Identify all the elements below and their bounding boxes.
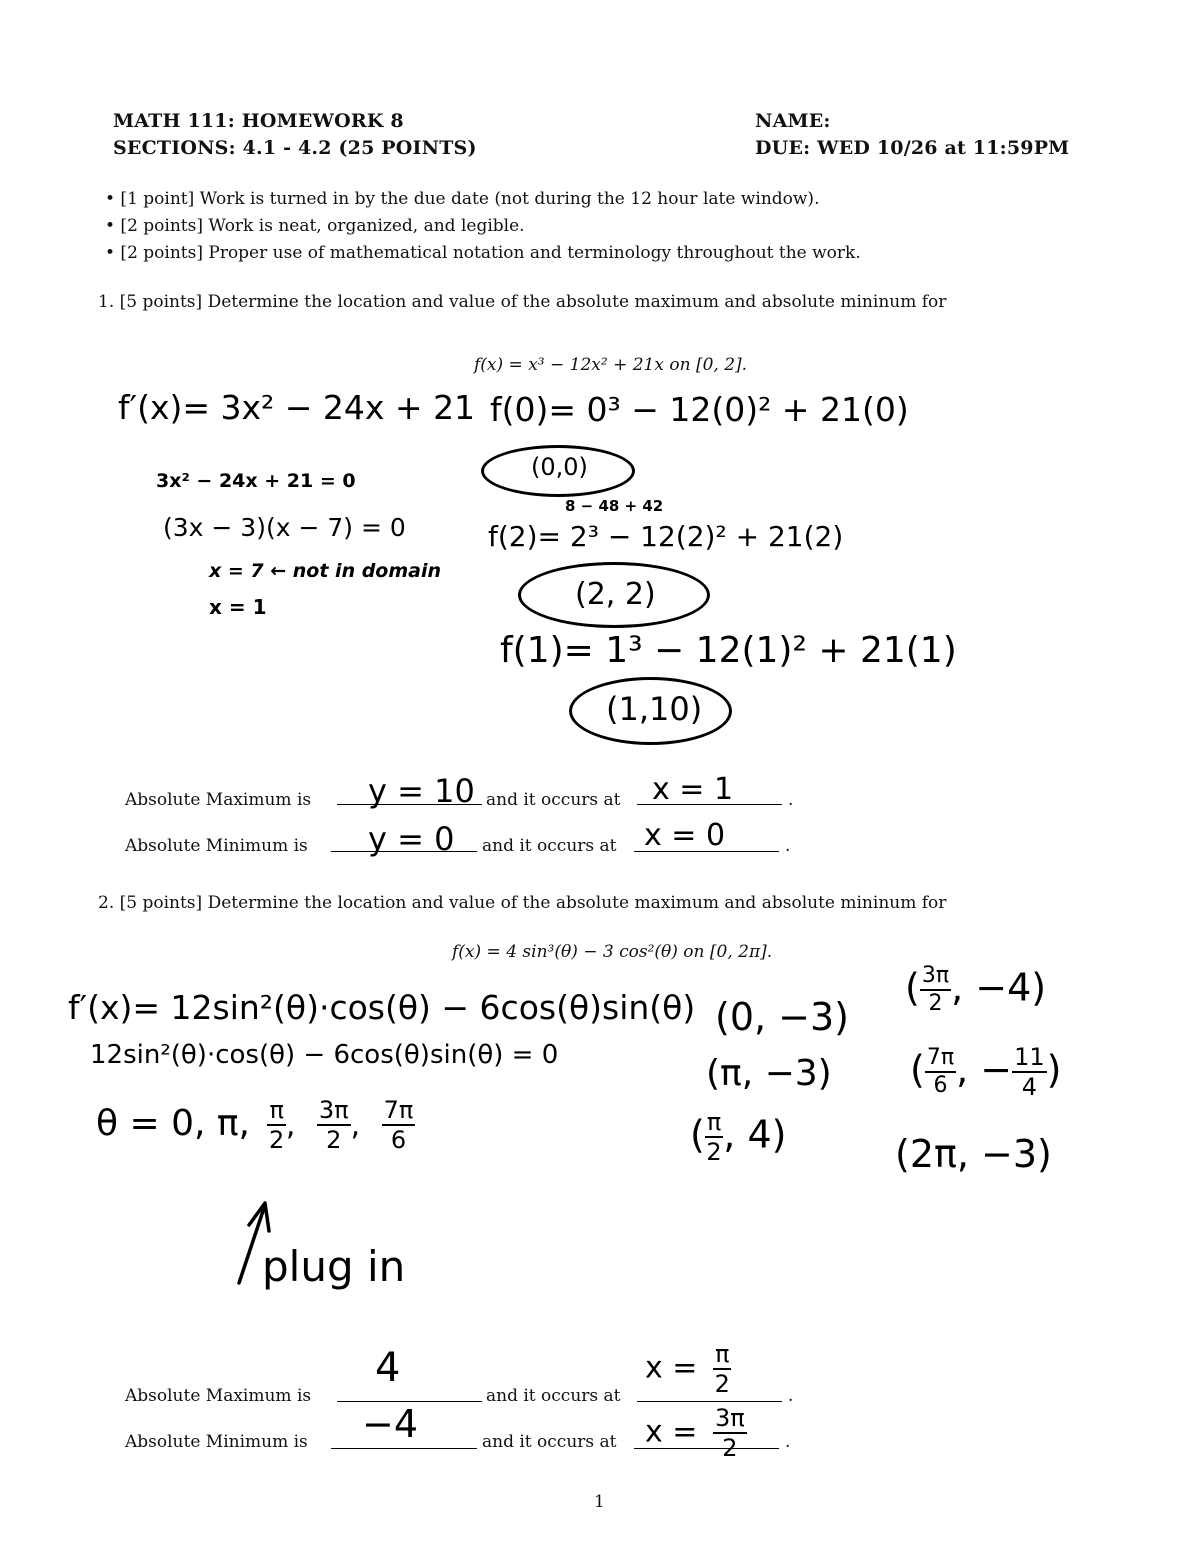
rubric-item-2: • [2 points] Work is neat, organized, and legible. (105, 216, 525, 236)
p2-point-pi: (π, −3) (706, 1053, 832, 1094)
p2-min-value: −4 (362, 1402, 419, 1446)
p2-max-label: Absolute Maximum is (125, 1386, 312, 1406)
p2-min-location: x = $\frac{3\pi}{2}$ (645, 1404, 745, 1462)
problem-1-prompt: 1. [5 points] Determine the location and value of the absolute maximum and absolute mininum for (98, 292, 947, 312)
p2-set-zero: 12sin²(θ)·cos(θ) − 6cos(θ)sin(θ) = 0 (90, 1040, 559, 1070)
p1-max-location: x = 1 (652, 772, 734, 807)
p2-derivative: f′(x)= 12sin²(θ)·cos(θ) − 6cos(θ)sin(θ) (68, 988, 696, 1027)
p2-plug-in-note: plug in (262, 1242, 406, 1291)
p1-min-label: Absolute Minimum is (125, 836, 308, 856)
p1-factored: (3x − 3)(x − 7) = 0 (163, 513, 406, 542)
p2-theta-7pi-over-6: $\frac{7\pi}{6}$ (383, 1096, 414, 1154)
p1-point-0: (0,0) (531, 453, 588, 481)
p1-eval-2: f(2)= 2³ − 12(2)² + 21(2) (488, 520, 844, 553)
p1-eval-1: f(1)= 1³ − 12(1)² + 21(1) (500, 630, 957, 671)
p2-max-occurs-label: and it occurs at (486, 1386, 621, 1406)
p1-derivative: f′(x)= 3x² − 24x + 21 (118, 388, 476, 427)
p2-point-3pi-over-2: ( $\frac{3\pi}{2}$ , −4) (905, 963, 1047, 1016)
due-date: DUE: WED 10/26 at 11:59PM (755, 137, 1070, 159)
problem-1-function: f(x) = x³ − 12x² + 21x on [0, 2]. (474, 355, 748, 375)
p2-theta-pi-over-2: $\frac{\pi}{2}$ (269, 1096, 285, 1154)
p1-point-2: (2, 2) (575, 577, 656, 612)
p2-max-value: 4 (375, 1345, 401, 1391)
rubric-item-1: • [1 point] Work is turned in by the due date (not during the 12 hour late window). (105, 189, 820, 209)
p1-max-occurs-label: and it occurs at (486, 790, 621, 810)
p2-theta-prefix: θ = 0, π, (96, 1103, 250, 1144)
p1-min-location: x = 0 (644, 818, 726, 853)
p2-theta-solutions: θ = 0, π, $\frac{\pi}{2}$ , $\frac{3\pi}{2}$ , $\frac{7\pi}{6}$ (96, 1096, 414, 1154)
p2-min-label: Absolute Minimum is (125, 1432, 308, 1452)
p1-scratch: 8 − 48 + 42 (565, 497, 664, 515)
problem-2-function: f(x) = 4 sin³(θ) − 3 cos²(θ) on [0, 2π]. (452, 942, 773, 962)
p1-root-1: x = 1 (209, 595, 267, 619)
p1-min-period: . (785, 836, 791, 856)
p1-min-value: y = 0 (368, 820, 455, 858)
p1-max-period: . (788, 790, 794, 810)
p2-point-0: (0, −3) (715, 995, 850, 1039)
p2-max-location: x = $\frac{\pi}{2}$ (645, 1340, 730, 1398)
p1-set-zero: 3x² − 24x + 21 = 0 (156, 470, 356, 492)
rubric-item-3: • [2 points] Proper use of mathematical notation and terminology throughout the work. (105, 243, 861, 263)
p2-point-7pi-over-6: ( $\frac{7\pi}{6}$ , − $\frac{11}{4}$ ) (910, 1043, 1062, 1101)
name-label: NAME: (755, 110, 831, 132)
p1-min-occurs-label: and it occurs at (482, 836, 617, 856)
problem-2-prompt: 2. [5 points] Determine the location and value of the absolute maximum and absolute mininum for (98, 893, 947, 913)
p2-max-value-blank[interactable] (337, 1383, 482, 1402)
p1-root-excluded: x = 7 ← not in domain (209, 560, 442, 582)
p1-eval-0: f(0)= 0³ − 12(0)² + 21(0) (490, 390, 909, 429)
page-number: 1 (594, 1492, 605, 1512)
p1-point-1: (1,10) (606, 690, 703, 728)
p1-max-label: Absolute Maximum is (125, 790, 312, 810)
sections-line: SECTIONS: 4.1 - 4.2 (25 POINTS) (113, 137, 477, 159)
p1-max-value: y = 10 (368, 772, 475, 810)
p2-theta-3pi-over-2: $\frac{3\pi}{2}$ (318, 1096, 349, 1154)
p2-point-pi-over-2: ( $\frac{\pi}{2}$ , 4) (690, 1108, 787, 1166)
p2-min-occurs-label: and it occurs at (482, 1432, 617, 1452)
p2-max-period: . (788, 1386, 794, 1406)
p2-point-2pi: (2π, −3) (895, 1132, 1052, 1176)
course-title: MATH 111: HOMEWORK 8 (113, 110, 404, 132)
p2-min-period: . (785, 1432, 791, 1452)
